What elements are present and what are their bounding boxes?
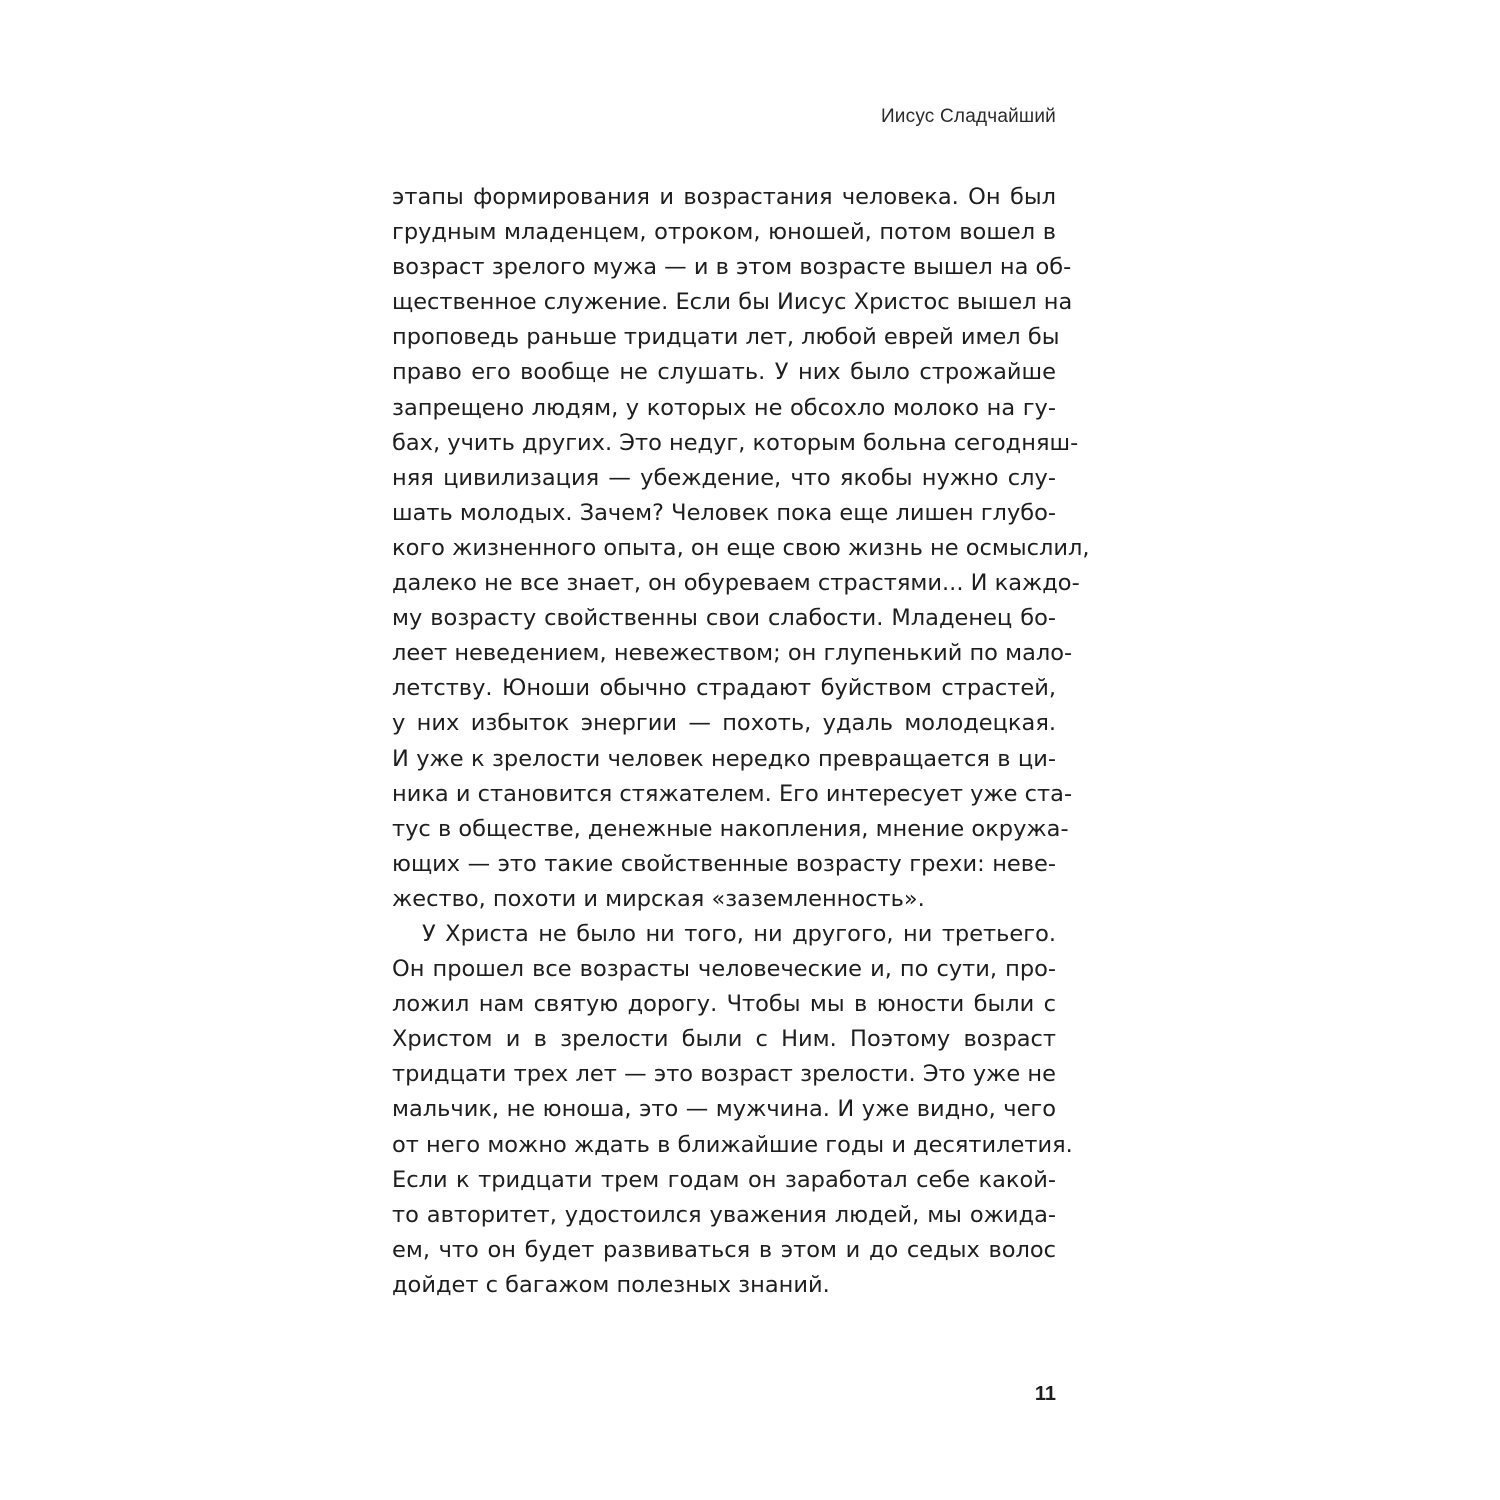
text-line: ложил нам святую дорогу. Чтобы мы в юности были с [392, 991, 1056, 1018]
text-line: право его вообще не слушать. У них было строжайше [392, 359, 1056, 386]
text-line: му возрасту свойственны свои слабости. Младенец бо- [392, 605, 1056, 632]
text-line: дойдет с багажом полезных знаний. [392, 1271, 830, 1298]
text-line: Если к тридцати трем годам он заработал себе какой- [392, 1166, 1056, 1193]
text-line: Он прошел все возрасты человеческие и, по сути, про- [392, 956, 1056, 983]
text-line: грудным младенцем, отроком, юношей, потом вошел в [392, 219, 1056, 246]
text-line: тридцати трех лет — это возраст зрелости. Это уже не [392, 1061, 1056, 1088]
text-line: ющих — это такие свойственные возрасту грехи: неве- [392, 850, 1056, 877]
text-line: от него можно ждать в ближайшие годы и десятилетия. [392, 1131, 1073, 1158]
text-line: И уже к зрелости человек нередко превращается в ци- [392, 745, 1056, 772]
text-line: жество, похоти и мирская «заземленность». [392, 885, 925, 912]
text-line: летству. Юноши обычно страдают буйством страстей, [392, 675, 1056, 702]
text-line: то авторитет, удостоился уважения людей, мы ожида- [392, 1201, 1056, 1228]
text-line: леет неведением, невежеством; он глупенький по мало- [392, 640, 1073, 667]
paragraph [392, 917, 1073, 1303]
text-line: мальчик, не юноша, это — мужчина. И уже видно, чего [392, 1096, 1056, 1123]
paragraph [392, 180, 1090, 917]
text-line: щественное служение. Если бы Иисус Христос вышел на [392, 289, 1073, 316]
text-line: проповедь раньше тридцати лет, любой еврей имел бы [392, 324, 1060, 351]
text-line: У Христа не было ни того, ни другого, ни третьего. [422, 920, 1056, 947]
page-number: 11 [1034, 1383, 1056, 1405]
running-head: Иисус Сладчайший [880, 106, 1056, 127]
text-line: тус в обществе, денежные накопления, мнение окружа- [392, 815, 1069, 842]
text-line: далеко не все знает, он обуреваем страстями... И каждо- [392, 570, 1080, 597]
text-line: у них избыток энергии — похоть, удаль молодецкая. [392, 710, 1056, 737]
text-line: шать молодых. Зачем? Человек пока еще лишен глубо- [392, 499, 1057, 526]
text-line: Христом и в зрелости были с Ним. Поэтому возраст [392, 1026, 1056, 1053]
text-line: ем, что он будет развиваться в этом и до седых волос [392, 1236, 1056, 1263]
text-line: ника и становится стяжателем. Его интересует уже ста- [392, 780, 1073, 807]
text-line: возраст зрелого мужа — и в этом возрасте вышел на об- [392, 254, 1072, 281]
text-line: этапы формирования и возрастания человека. Он был [392, 184, 1056, 210]
text-line: бах, учить других. Это недуг, которым больна сегодняш- [392, 429, 1079, 456]
text-line: запрещено людям, у которых не обсохло молоко на гу- [392, 394, 1056, 421]
text-line: няя цивилизация — убеждение, что якобы нужно слу- [392, 464, 1056, 491]
body-text [392, 180, 1090, 1303]
text-line: кого жизненного опыта, он еще свою жизнь не осмыслил, [392, 534, 1090, 561]
